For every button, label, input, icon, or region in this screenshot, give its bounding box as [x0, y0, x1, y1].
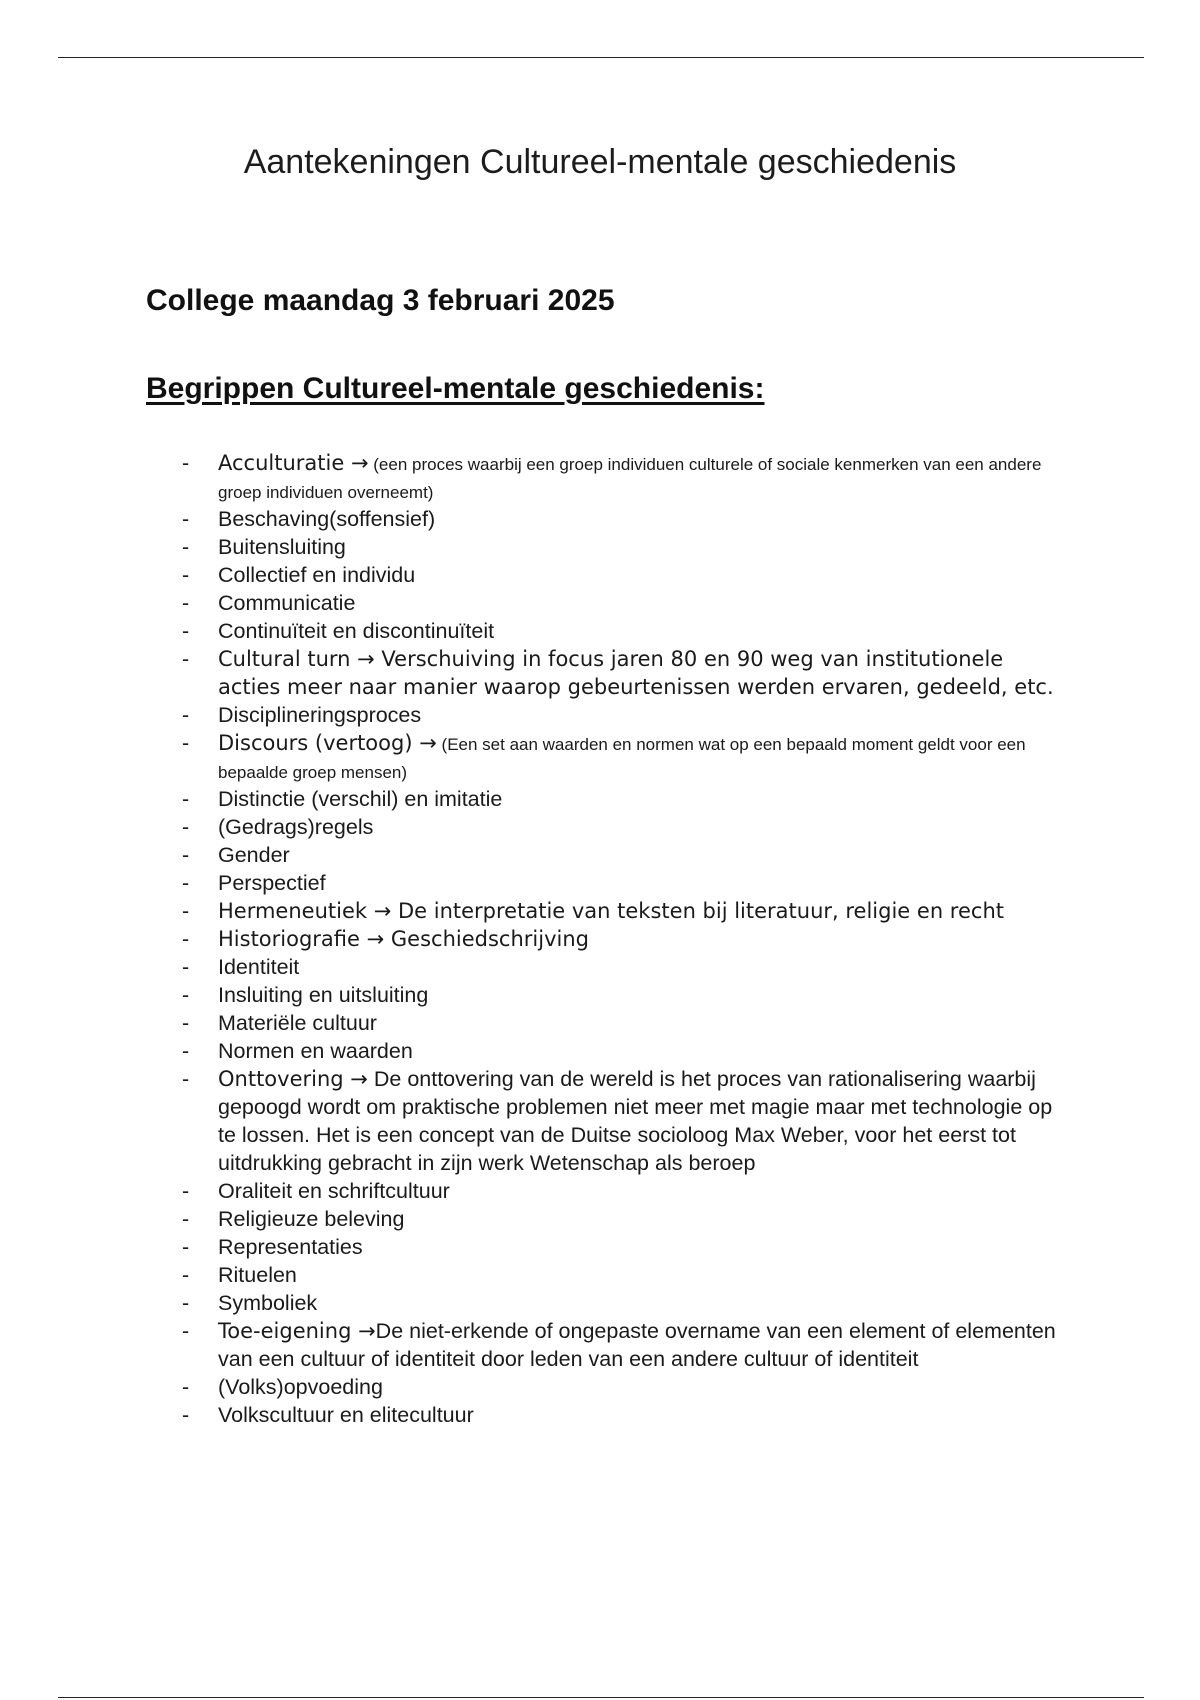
bullet-dash: -	[182, 983, 190, 1007]
list-item	[0, 981, 1200, 1009]
bullet-dash: -	[182, 1179, 190, 1203]
bullet-dash: -	[182, 591, 190, 615]
list-item	[0, 925, 1200, 953]
term-definition: Cultural turn → Verschuiving in focus jaren 80 en 90 weg van institutionele acties meer naar manier waarop gebeurtenissen werden ervaren, gedeeld, etc.	[218, 647, 1054, 699]
list-item	[0, 449, 1200, 505]
list-item	[0, 1009, 1200, 1037]
term-text: Collectief en individu	[218, 563, 416, 587]
bullet-dash: -	[182, 899, 190, 923]
bullet-dash: -	[182, 731, 190, 755]
bullet-dash: -	[182, 787, 190, 811]
bullet-dash: -	[182, 1291, 190, 1315]
list-item	[0, 561, 1200, 589]
list-item	[0, 1233, 1200, 1261]
bullet-dash: -	[182, 647, 190, 671]
bullet-dash: -	[182, 1207, 190, 1231]
bullet-dash: -	[182, 1011, 190, 1035]
list-item	[0, 533, 1200, 561]
section-heading: Begrippen Cultureel-mentale geschiedenis:	[146, 372, 765, 405]
list-item	[0, 1289, 1200, 1317]
term-note: (een proces waarbij een groep individuen culturele of sociale kenmerken van een andere groep individuen overneemt)	[218, 455, 1042, 502]
list-item	[0, 645, 1200, 701]
term-description: De niet-erkende of ongepaste overname van een element of elementen van een cultuur of identiteit door leden van een andere cultuur of identiteit	[218, 1319, 1056, 1371]
list-item	[0, 953, 1200, 981]
term-definition: Historiografie → Geschiedschrijving	[218, 927, 589, 951]
bullet-dash: -	[182, 955, 190, 979]
term-text: Buitensluiting	[218, 535, 346, 559]
list-item	[0, 1373, 1200, 1401]
term-text: Continuïteit en discontinuïteit	[218, 619, 495, 643]
bottom-rule	[58, 1697, 1144, 1698]
term-text: Insluiting en uitsluiting	[218, 983, 429, 1007]
bullet-dash: -	[182, 535, 190, 559]
bullet-dash: -	[182, 1039, 190, 1063]
document-title: Aantekeningen Cultureel-mentale geschiedenis	[243, 143, 957, 181]
list-item	[0, 813, 1200, 841]
term-text: Disciplineringsproces	[218, 703, 422, 727]
term-text: Perspectief	[218, 871, 326, 895]
bullet-dash: -	[182, 1319, 190, 1343]
term-text: Volkscultuur en elitecultuur	[218, 1403, 474, 1427]
term-note: (Een set aan waarden en normen wat op een bepaald moment geldt voor een bepaalde groep mensen)	[218, 735, 1026, 782]
list-item	[0, 1261, 1200, 1289]
term-text: Identiteit	[218, 955, 300, 979]
bullet-dash: -	[182, 451, 190, 475]
list-item	[0, 729, 1200, 785]
term-description: De onttovering van de wereld is het proces van rationalisering waarbij gepoogd wordt om praktische problemen niet meer met magie maar met technologie op te lossen. Het is een concept van de Duitse socioloog Max Weber, voor het eerst tot uitdrukking gebracht in zijn werk Wetenschap als beroep	[218, 1067, 1053, 1175]
list-item	[0, 617, 1200, 645]
list-item	[0, 1317, 1200, 1373]
bullet-dash: -	[182, 703, 190, 727]
list-item	[0, 785, 1200, 813]
list-item	[0, 1401, 1200, 1429]
list-item	[0, 701, 1200, 729]
term-label: Acculturatie →	[218, 451, 369, 475]
term-text: Normen en waarden	[218, 1039, 413, 1063]
list-item	[0, 589, 1200, 617]
list-item	[0, 505, 1200, 533]
term-text: Rituelen	[218, 1263, 297, 1287]
bullet-dash: -	[182, 1235, 190, 1259]
bullet-dash: -	[182, 563, 190, 587]
term-text: Representaties	[218, 1235, 363, 1259]
bullet-dash: -	[182, 1067, 190, 1091]
list-item	[0, 1065, 1200, 1177]
bullet-dash: -	[182, 1403, 190, 1427]
list-item	[0, 1205, 1200, 1233]
term-text: (Volks)opvoeding	[218, 1375, 383, 1399]
bullet-dash: -	[182, 843, 190, 867]
college-heading: College maandag 3 februari 2025	[146, 284, 615, 317]
list-item	[0, 897, 1200, 925]
bullet-dash: -	[182, 927, 190, 951]
term-text: Materiële cultuur	[218, 1011, 377, 1035]
list-item	[0, 841, 1200, 869]
list-item	[0, 869, 1200, 897]
term-text: Distinctie (verschil) en imitatie	[218, 787, 503, 811]
list-item	[0, 1037, 1200, 1065]
term-text: Gender	[218, 843, 290, 867]
bullet-dash: -	[182, 1263, 190, 1287]
term-text: Oraliteit en schriftcultuur	[218, 1179, 450, 1203]
term-label: Onttovering →	[218, 1067, 368, 1091]
term-text: (Gedrags)regels	[218, 815, 374, 839]
bullet-dash: -	[182, 1375, 190, 1399]
term-text: Communicatie	[218, 591, 356, 615]
terms-list	[0, 449, 1200, 1429]
term-text: Religieuze beleving	[218, 1207, 405, 1231]
bullet-dash: -	[182, 815, 190, 839]
list-item	[0, 1177, 1200, 1205]
term-text: Beschaving(soffensief)	[218, 507, 436, 531]
term-label: Discours (vertoog) →	[218, 731, 437, 755]
bullet-dash: -	[182, 507, 190, 531]
term-text: Symboliek	[218, 1291, 318, 1315]
bullet-dash: -	[182, 619, 190, 643]
top-rule	[58, 57, 1144, 58]
term-definition: Hermeneutiek → De interpretatie van teksten bij literatuur, religie en recht	[218, 899, 1004, 923]
term-label: Toe-eigening →	[218, 1319, 376, 1343]
bullet-dash: -	[182, 871, 190, 895]
